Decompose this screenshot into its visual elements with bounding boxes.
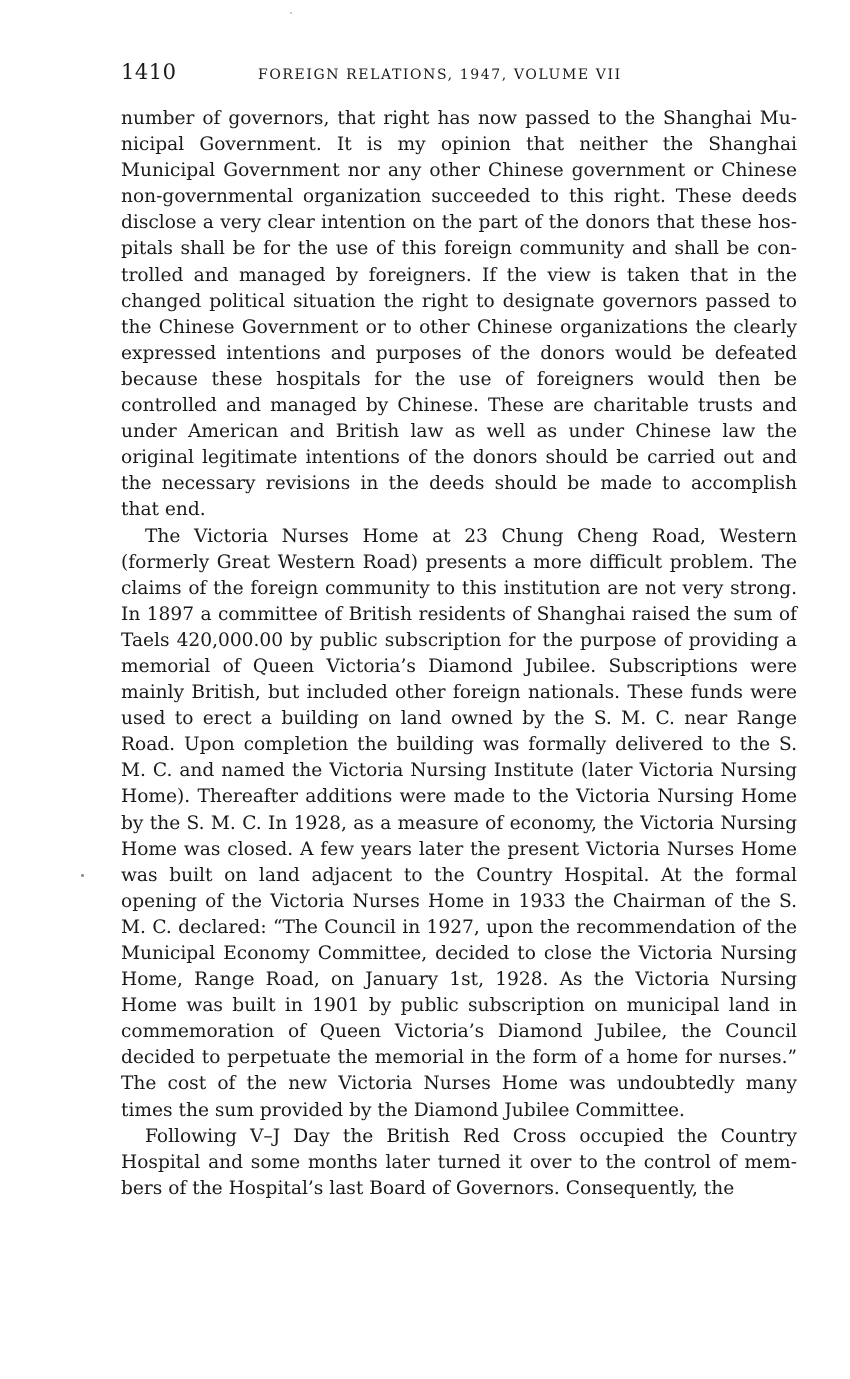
body-text xyxy=(121,106,797,1202)
scan-speck xyxy=(290,12,292,14)
paragraph-continuation: number of governors, that right has now passed to the Shanghai Municipal Government. It is my opinion that neither the Shanghai Municipal Government nor any other Chinese government or Chinese non-governmental organization succeeded to this right. These deeds disclose a very clear intention on the part of the donors that these hospitals shall be for the use of this foreign community and shall be controlled and managed by foreigners. If the view is taken that in the changed political situation the right to designate governors passed to the Chinese Government or to other Chinese organizations the clearly expressed intentions and purposes of the donors would be defeated because these hospitals for the use of foreigners would then be controlled and managed by Chinese. These are charitable trusts and under American and British law as well as under Chinese law the original legitimate intentions of the donors should be carried out and the necessary revisions in the deeds should be made to accomplish that end. xyxy=(121,108,797,521)
document-page xyxy=(121,58,797,1202)
paragraph-vj-day: Following V–J Day the British Red Cross occupied the Country Hospital and some months later turned it over to the control of members of the Hospital’s last Board of Governors. Consequently, the xyxy=(121,1125,797,1199)
running-header xyxy=(121,58,797,92)
page-number: 1410 xyxy=(121,60,177,84)
running-title: FOREIGN RELATIONS, 1947, VOLUME VII xyxy=(258,67,622,83)
margin-mark xyxy=(81,874,84,877)
paragraph-victoria-nurses-home: The Victoria Nurses Home at 23 Chung Cheng Road, Western (formerly Great Western Road) presents a more difficult problem. The claims of the foreign community to this institution are not very strong. In 1897 a committee of British residents of Shanghai raised the sum of Taels 420,000.00 by public subscription for the purpose of providing a memorial of Queen Victoria’s Diamond Jubilee. Subscriptions were mainly British, but included other foreign nationals. These funds were used to erect a building on land owned by the S. M. C. near Range Road. Upon completion the building was formally delivered to the S. M. C. and named the Victoria Nursing Institute (later Victoria Nursing Home). Thereafter additions were made to the Victoria Nursing Home by the S. M. C. In 1928, as a measure of economy, the Victoria Nursing Home was closed. A few years later the present Victoria Nurses Home was built on land adjacent to the Country Hospital. At the formal opening of the Victoria Nurses Home in 1933 the Chairman of the S. M. C. declared: “The Council in 1927, upon the recommendation of the Municipal Economy Committee, decided to close the Victoria Nursing Home, Range Road, on January 1st, 1928. As the Victoria Nursing Home was built in 1901 by public subscription on municipal land in commemoration of Queen Victoria’s Diamond Jubilee, the Council decided to perpetuate the memorial in the form of a home for nurses.” The cost of the new Victoria Nurses Home was undoubtedly many times the sum provided by the Diamond Jubilee Committee. xyxy=(121,525,797,1121)
